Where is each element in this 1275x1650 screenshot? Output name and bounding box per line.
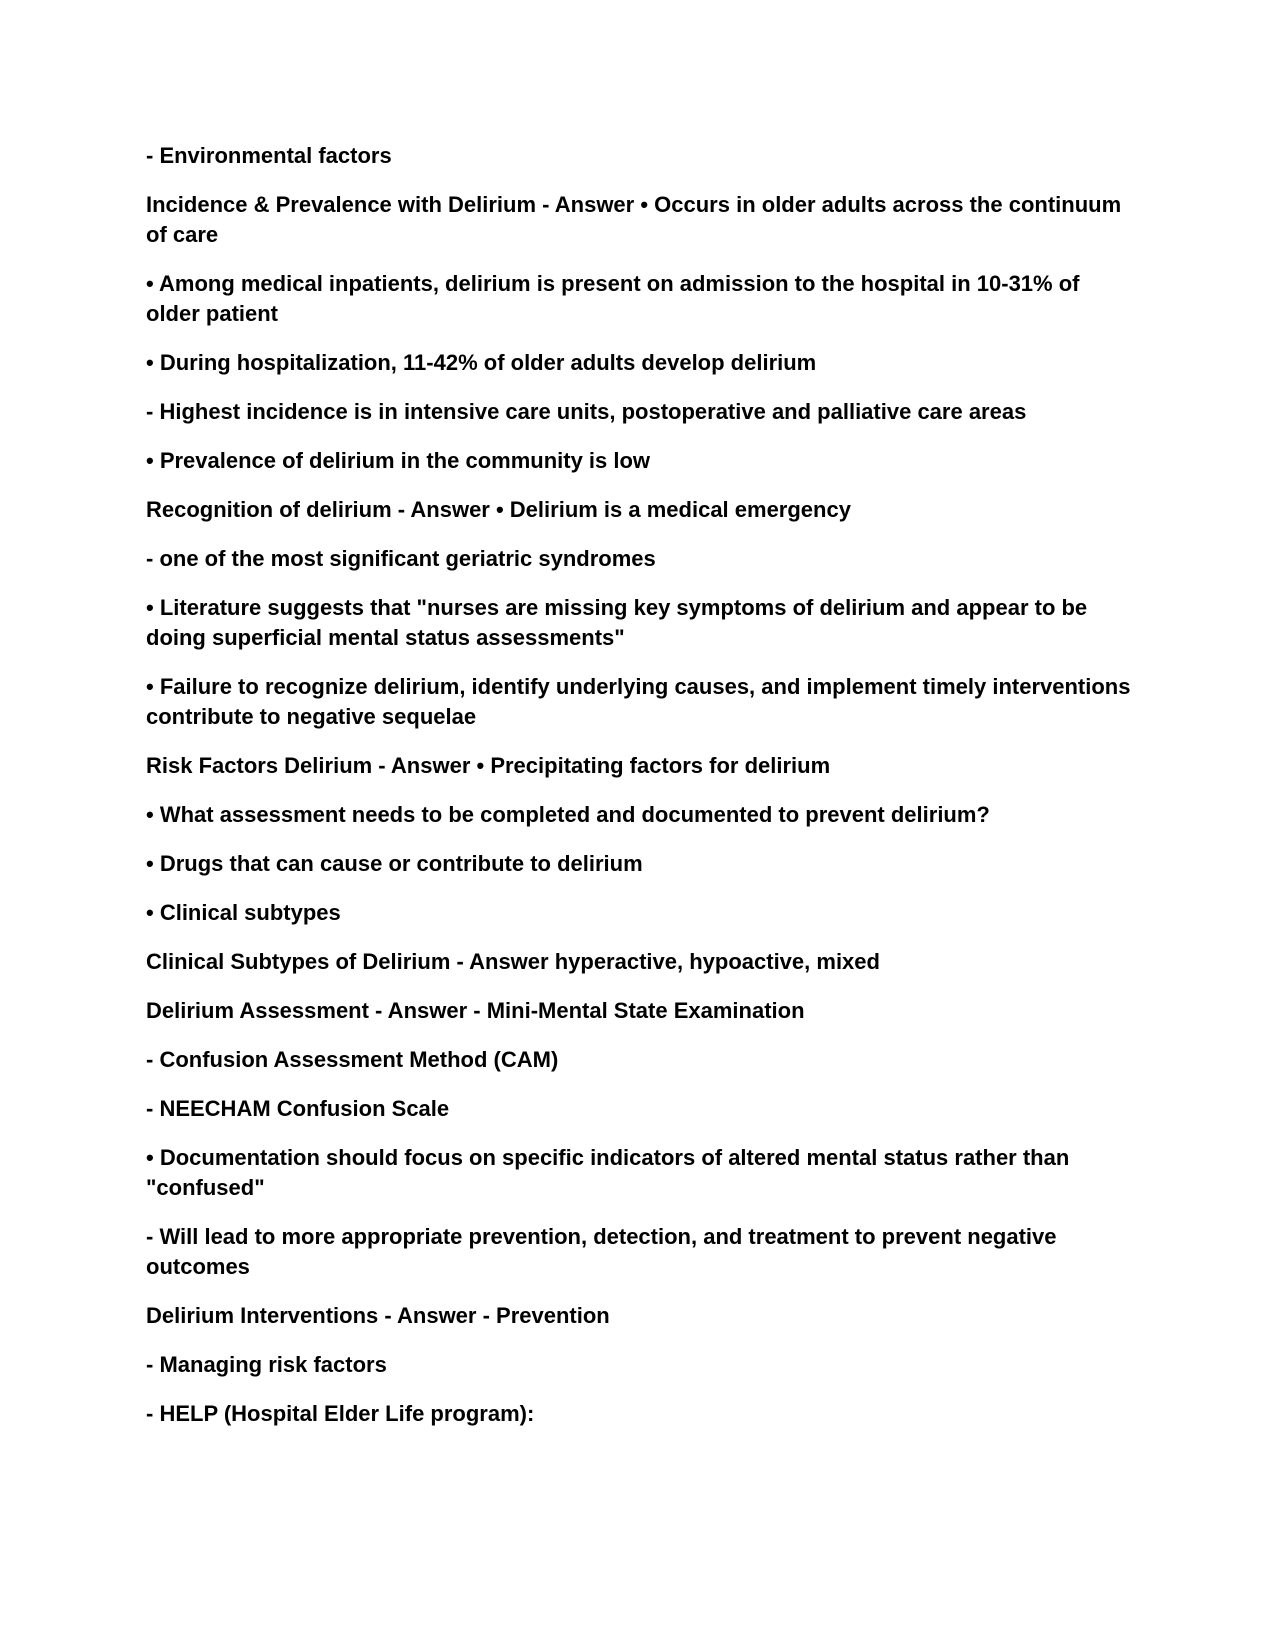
paragraph: Clinical Subtypes of Delirium - Answer hyperactive, hypoactive, mixed (146, 949, 880, 974)
paragraph: - Highest incidence is in intensive care units, postoperative and palliative care areas (146, 399, 1027, 424)
paragraph: - Will lead to more appropriate prevention, detection, and treatment to prevent negative outcomes (146, 1224, 1063, 1279)
paragraph: - NEECHAM Confusion Scale (146, 1096, 450, 1121)
paragraph: • Prevalence of delirium in the community is low (146, 448, 651, 473)
paragraph: • Literature suggests that "nurses are missing key symptoms of delirium and appear to be doing superficial mental status assessments" (146, 595, 1094, 650)
paragraph: • Among medical inpatients, delirium is present on admission to the hospital in 10-31% of older patient (146, 271, 1086, 326)
paragraph: - Environmental factors (146, 143, 392, 168)
paragraph: - HELP (Hospital Elder Life program): (146, 1401, 535, 1426)
paragraph: Delirium Assessment - Answer - Mini-Mental State Examination (146, 998, 805, 1023)
paragraph: • Failure to recognize delirium, identify underlying causes, and implement timely interventions contribute to negative sequelae (146, 674, 1137, 729)
paragraph: • During hospitalization, 11-42% of older adults develop delirium (146, 350, 817, 375)
paragraph: Risk Factors Delirium - Answer • Precipitating factors for delirium (146, 753, 831, 778)
paragraph: • Documentation should focus on specific indicators of altered mental status rather than "confused" (146, 1145, 1076, 1200)
paragraph: • Clinical subtypes (146, 900, 341, 925)
document-body (146, 141, 1136, 1448)
paragraph: Delirium Interventions - Answer - Prevention (146, 1303, 610, 1328)
paragraph: - Confusion Assessment Method (CAM) (146, 1047, 559, 1072)
paragraph: • Drugs that can cause or contribute to delirium (146, 851, 643, 876)
paragraph: Recognition of delirium - Answer • Delirium is a medical emergency (146, 497, 851, 522)
paragraph: - one of the most significant geriatric syndromes (146, 546, 656, 571)
paragraph: • What assessment needs to be completed and documented to prevent delirium? (146, 802, 990, 827)
paragraph: - Managing risk factors (146, 1352, 387, 1377)
paragraph: Incidence & Prevalence with Delirium - Answer • Occurs in older adults across the continuum of care (146, 192, 1128, 247)
